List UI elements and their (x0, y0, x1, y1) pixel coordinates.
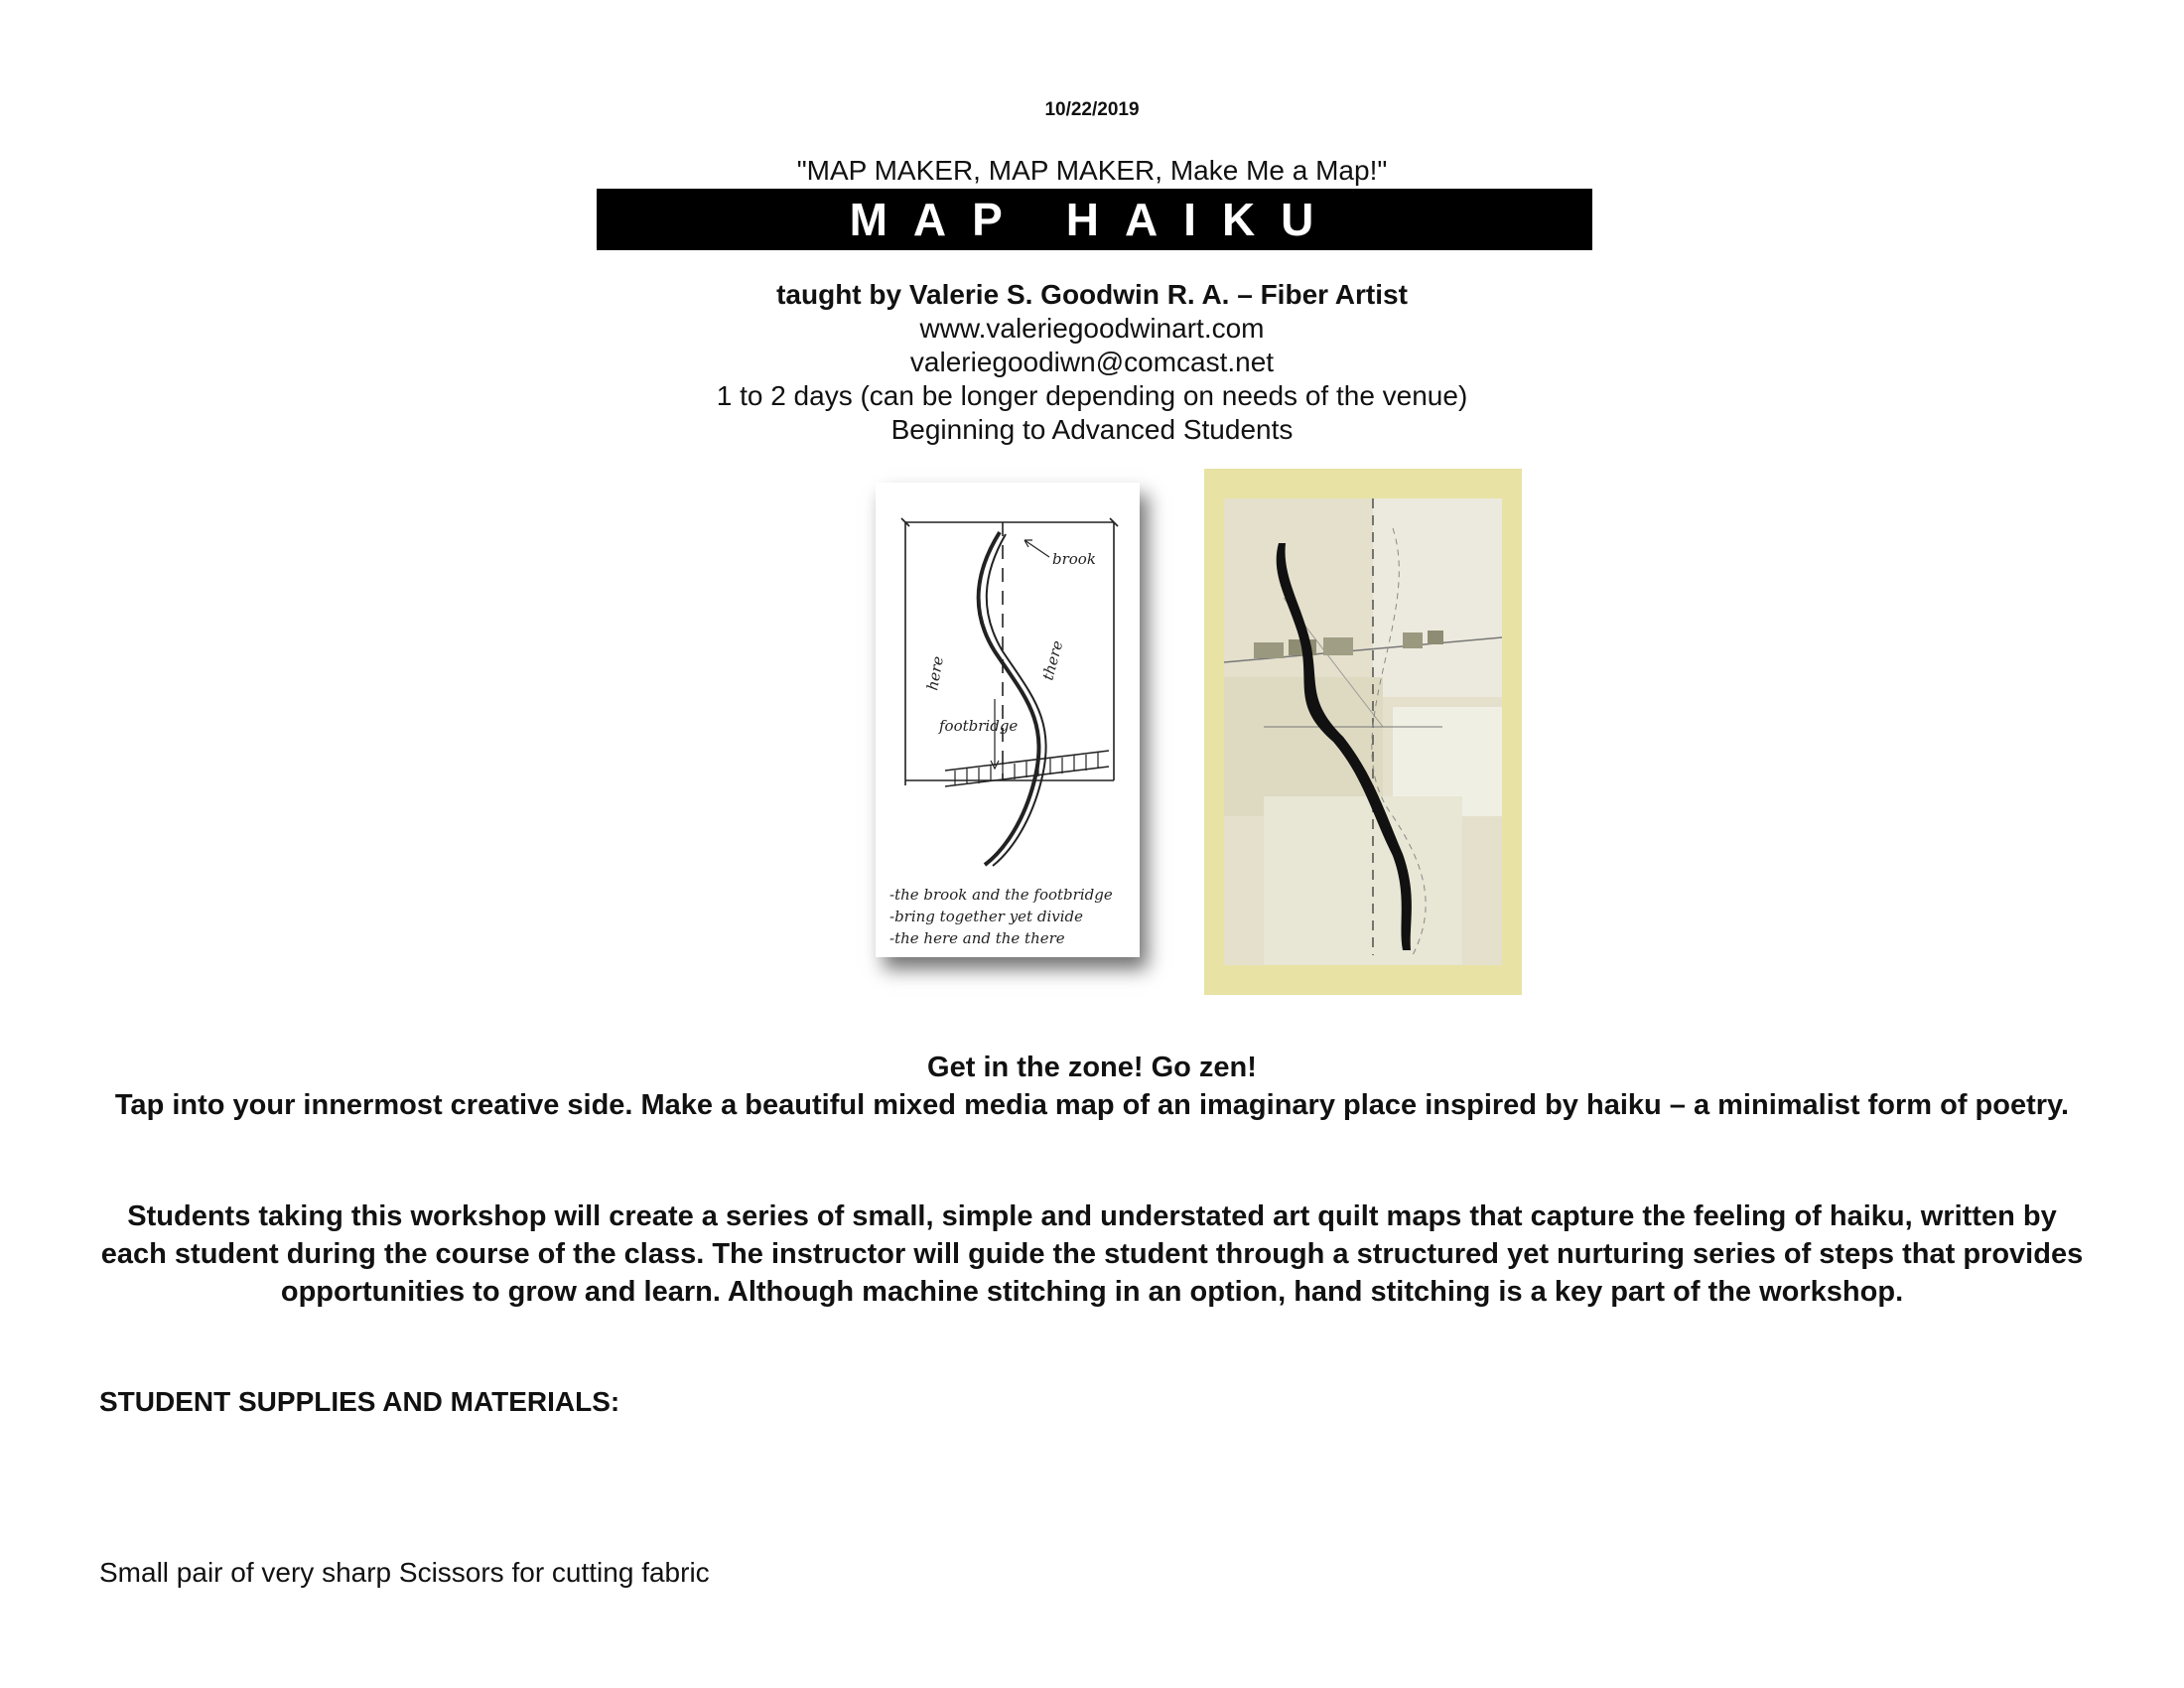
sketch-label-here: here (923, 654, 947, 692)
quilt-photo (1204, 469, 1522, 995)
email: valeriegoodiwn@comcast.net (909, 347, 1275, 377)
title-banner: MAP HAIKU (597, 189, 1592, 250)
level: Beginning to Advanced Students (890, 414, 1294, 445)
sketch-label-footbridge: footbridge (939, 717, 1019, 735)
intro-text (99, 1049, 2085, 1124)
website: www.valeriegoodwinart.com (919, 313, 1265, 344)
sketch-drawing (876, 483, 1140, 957)
date: 10/22/2019 (1044, 99, 1140, 120)
supply-item: Small pair of very sharp Scissors for cutting fabric (99, 1557, 710, 1588)
sketch-image (862, 473, 1156, 961)
sketch-note: -bring together yet divide (889, 908, 1084, 925)
sketch-label-brook: brook (1052, 550, 1096, 568)
instructor: taught by Valerie S. Goodwin R. A. – Fiber Artist (776, 279, 1408, 310)
subtitle: "MAP MAKER, MAP MAKER, Make Me a Map!" (796, 155, 1388, 186)
supplies-heading: STUDENT SUPPLIES AND MATERIALS: (99, 1386, 620, 1417)
workshop-info (0, 278, 2184, 447)
description-paragraph: Students taking this workshop will create a series of small, simple and understated art quilt maps that capture the feeling of haiku, written by each student during the course of the class. The instructor will guide the student through a structured yet nurturing series of steps that provides opportunities to grow and learn. Although machine stitching in an option, hand stitching is a key part of the workshop. (100, 1200, 2084, 1308)
tagline: Get in the zone! Go zen! (927, 1052, 1257, 1083)
intro-line: Tap into your innermost creative side. Make a beautiful mixed media map of an imaginary place inspired by haiku – a minimalist form of poetry. (114, 1089, 2070, 1121)
duration: 1 to 2 days (can be longer depending on needs of the venue) (716, 380, 1468, 411)
quilt-artwork (1224, 498, 1502, 965)
sketch-note: -the here and the there (889, 929, 1065, 947)
sketch-label-there: there (1038, 638, 1067, 683)
sketch-note: -the brook and the footbridge (889, 886, 1113, 904)
